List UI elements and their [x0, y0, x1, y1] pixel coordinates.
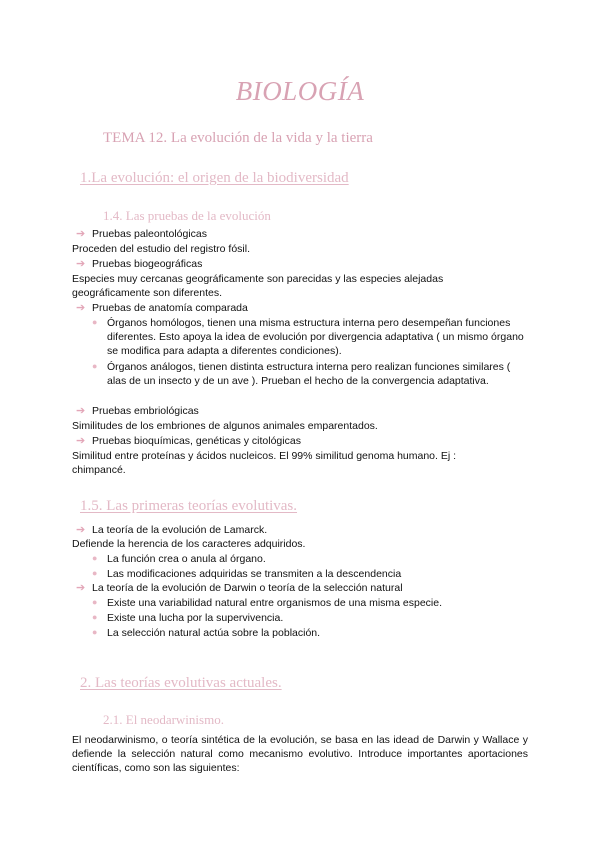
item-description: geográficamente son diferentes.	[72, 287, 223, 299]
subsection-heading-1-4: 1.4. Las pruebas de la evolución	[103, 208, 271, 223]
item-description: Similitudes de los embriones de algunos animales emparentados.	[72, 420, 378, 432]
list-item: ➔ La teoría de la evolución de Darwin o teoría de la selección natural	[76, 582, 403, 594]
arrow-icon: ➔	[76, 524, 86, 536]
item-description: Proceden del estudio del registro fósil.	[72, 243, 251, 255]
list-item: ➔ Pruebas bioquímicas, genéticas y citológicas	[76, 435, 301, 447]
list-item: ➔ Pruebas de anatomía comparada	[76, 302, 248, 314]
item-description: Especies muy cercanas geográficamente son parecidas y las especies alejadas	[72, 273, 444, 285]
bullet-icon: ●	[92, 568, 98, 578]
list-item: ➔ La teoría de la evolución de Lamarck.	[76, 524, 268, 536]
arrow-icon: ➔	[76, 405, 86, 417]
list-item: ➔ Pruebas biogeográficas	[76, 258, 203, 270]
item-description: Defiende la herencia de los caracteres adquiridos.	[72, 538, 306, 550]
sub-list-item: Órganos análogos, tienen distinta estructura interna pero realizan funciones similares ( alas de un insecto y de un ave ). Prueban el hecho de la convergencia adaptativa.	[107, 361, 511, 387]
sub-list-item: La función crea o anula al órgano.	[107, 553, 266, 565]
arrow-icon: ➔	[76, 228, 86, 240]
arrow-icon: ➔	[76, 302, 86, 314]
bullet-icon: ●	[92, 627, 98, 637]
subsection-heading-2-1: 2.1. El neodarwinismo.	[103, 712, 224, 727]
bullet-icon: ●	[92, 612, 98, 622]
sub-list-item: Las modificaciones adquiridas se transmiten a la descendencia	[107, 568, 402, 580]
bullet-icon: ●	[92, 317, 98, 327]
arrow-icon: ➔	[76, 582, 86, 594]
arrow-icon: ➔	[76, 258, 86, 270]
section-heading-2: 2. Las teorías evolutivas actuales.	[80, 675, 282, 691]
sub-list-item: La selección natural actúa sobre la población.	[107, 627, 321, 639]
bullet-icon: ●	[92, 597, 98, 607]
item-description: chimpancé.	[72, 464, 126, 476]
arrow-icon: ➔	[76, 435, 86, 447]
list-item: ➔ Pruebas embriológicas	[76, 405, 199, 417]
item-description: Similitud entre proteínas y ácidos nucleicos. El 99% similitud genoma humano. Ej :	[72, 450, 457, 462]
document-title: BIOLOGÍA	[235, 76, 365, 106]
bullet-icon: ●	[92, 553, 98, 563]
topic-heading: TEMA 12. La evolución de la vida y la tierra	[103, 130, 373, 146]
sub-list-item: Existe una variabilidad natural entre organismos de una misma especie.	[107, 597, 443, 609]
sub-list-item: Existe una lucha por la supervivencia.	[107, 612, 284, 624]
section-heading-1-5: 1.5. Las primeras teorías evolutivas.	[80, 498, 298, 514]
list-item: ➔ Pruebas paleontológicas	[76, 228, 207, 240]
sub-list-item: Órganos homólogos, tienen una misma estructura interna pero desempeñan funciones diferentes. Esto apoya la idea de evolución por divergencia adaptativa ( un mismo órgano se modifica para adapta a diferentes condiciones).	[107, 317, 524, 357]
section-heading-1: 1.La evolución: el origen de la biodiversidad	[80, 170, 349, 186]
bullet-icon: ●	[92, 361, 98, 371]
paragraph: El neodarwinismo, o teoría sintética de la evolución, se basa en las idead de Darwin y Wallace y defiende la selección natural como mecanismo evolutivo. Introduce importantes aportaciones científicas, como son las siguientes:	[72, 734, 528, 774]
